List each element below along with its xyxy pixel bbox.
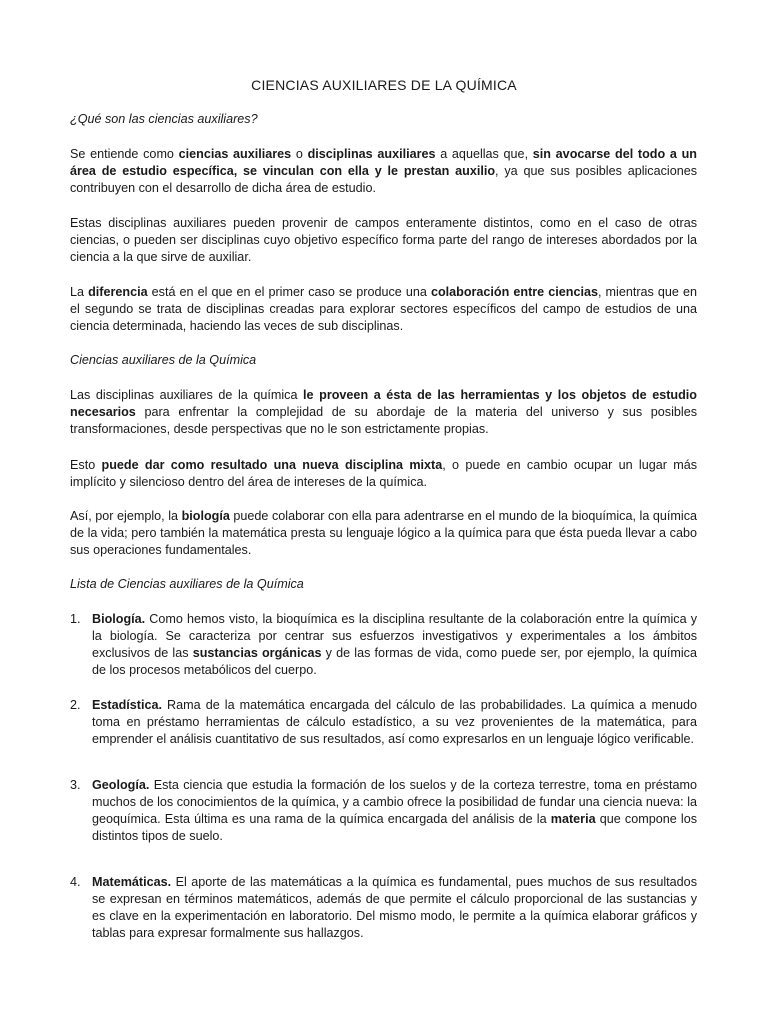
bold-term: colaboración entre ciencias [430,285,598,299]
list-number: 2. [70,698,81,712]
bold-term: ciencias auxiliares [178,147,292,161]
text: que compone los distintos tipos de suelo. [92,812,697,843]
list-item-name: Estadística. [92,698,162,712]
bold-term: sustancias orgánicas [192,646,322,660]
list-item-estadistica [70,697,697,748]
text: y de las formas de vida, como puede ser, por ejemplo, la química de los procesos metabólicos del cuerpo. [92,646,697,677]
list-item-matematicas [70,874,697,942]
heading-ciencias-auxiliares-quimica: Ciencias auxiliares de la Química [70,353,257,367]
text: puede colaborar con ella para adentrarse en el mundo de la bioquímica, la química de la vida; pero también la matemática presta su lenguaje lógico a la química para que ésta pueda llevar a cabo sus operaciones fundamentales. [70,509,698,557]
text: a aquellas que, [435,147,533,161]
paragraph-diferencia [70,284,697,335]
text: , ya que sus posibles aplicaciones contribuyen con el desarrollo de dicha área de estudio. [70,164,697,195]
list-item-name: Matemáticas. [92,875,172,889]
paragraph-definicion [70,146,697,197]
paragraph-disciplina-mixta [70,457,697,491]
list-item-geologia [70,777,697,845]
list-number: 3. [70,778,81,792]
list-item-biologia [70,611,697,679]
text: , o puede en cambio ocupar un lugar más implícito y silencioso dentro del área de intereses de la química. [70,458,697,489]
text: para enfrentar la complejidad de su abordaje de la materia del universo y sus posibles transformaciones, desde perspectivas que no le son estrictamente propias. [70,405,697,436]
document-title: CIENCIAS AUXILIARES DE LA QUÍMICA [251,77,517,93]
bold-term: disciplinas auxiliares [307,147,436,161]
text: Esto [70,458,102,472]
paragraph-disciplinas [70,387,697,438]
bold-term: sin avocarse del todo a un área de estudio específica, se vinculan con ella y le prestan auxilio [70,147,697,178]
paragraph-origen: Estas disciplinas auxiliares pueden provenir de campos enteramente distintos, como en el caso de otras ciencias, o pueden ser disciplinas cuyo objetivo específico forma parte del rango de intereses abordados por la ciencia a la que sirve de auxiliar. [70,216,697,264]
bold-term: puede dar como resultado una nueva disciplina mixta [101,458,443,472]
text: o [291,147,308,161]
bold-term: diferencia [88,285,148,299]
list-item-name: Geología. [92,778,150,792]
bold-term: le proveen a ésta de las herramientas y los objetos de estudio necesarios [70,388,697,419]
text: Las disciplinas auxiliares de la química [70,388,304,402]
bold-term: materia [550,812,596,826]
text: Como hemos visto, la bioquímica es la disciplina resultante de la colaboración entre la química y la biología. Se caracteriza por centrar sus esfuerzos investigativos y experimentales a los ámbitos exclusivos de las [92,612,697,660]
paragraph-ejemplo [70,508,697,559]
heading-lista: Lista de Ciencias auxiliares de la Química [70,577,304,591]
text: está en el que en el primer caso se produce una [147,285,431,299]
bold-term: biología [181,509,230,523]
list-number: 1. [70,612,81,626]
text: Esta ciencia que estudia la formación de los suelos y de la corteza terrestre, toma en préstamo muchos de los conocimientos de la química, y a cambio ofrece la posibilidad de fundar una ciencia nueva: la geoquímica. Esta última es una rama de la química encargada del análisis de la [92,778,697,826]
text: , mientras que en el segundo se trata de disciplinas creadas para explorar sectores específicos del campo de estudios de una ciencia determinada, haciendo las veces de sub disciplinas. [70,285,697,333]
text: Rama de la matemática encargada del cálculo de las probabilidades. La química a menudo toma en préstamo herramientas de cálculo estadístico, a su vez provenientes de la matemática, para emprender el análisis cuantitativo de sus resultados, así como expresarlos en un lenguaje lógico verificable. [92,698,697,746]
text: El aporte de las matemáticas a la química es fundamental, pues muchos de sus resultados se expresan en términos matemáticos, además de que permite el cálculo proporcional de las sustancias y es clave en la experimentación en laboratorio. Del mismo modo, le permite a la química elaborar gráficos y tablas para expresar formalmente sus hallazgos. [92,875,697,940]
text: Se entiende como [70,147,179,161]
list-number: 4. [70,875,81,889]
text: La [70,285,89,299]
heading-que-son: ¿Qué son las ciencias auxiliares? [70,112,258,126]
list-item-name: Biología. [92,612,146,626]
text: Así, por ejemplo, la [70,509,182,523]
